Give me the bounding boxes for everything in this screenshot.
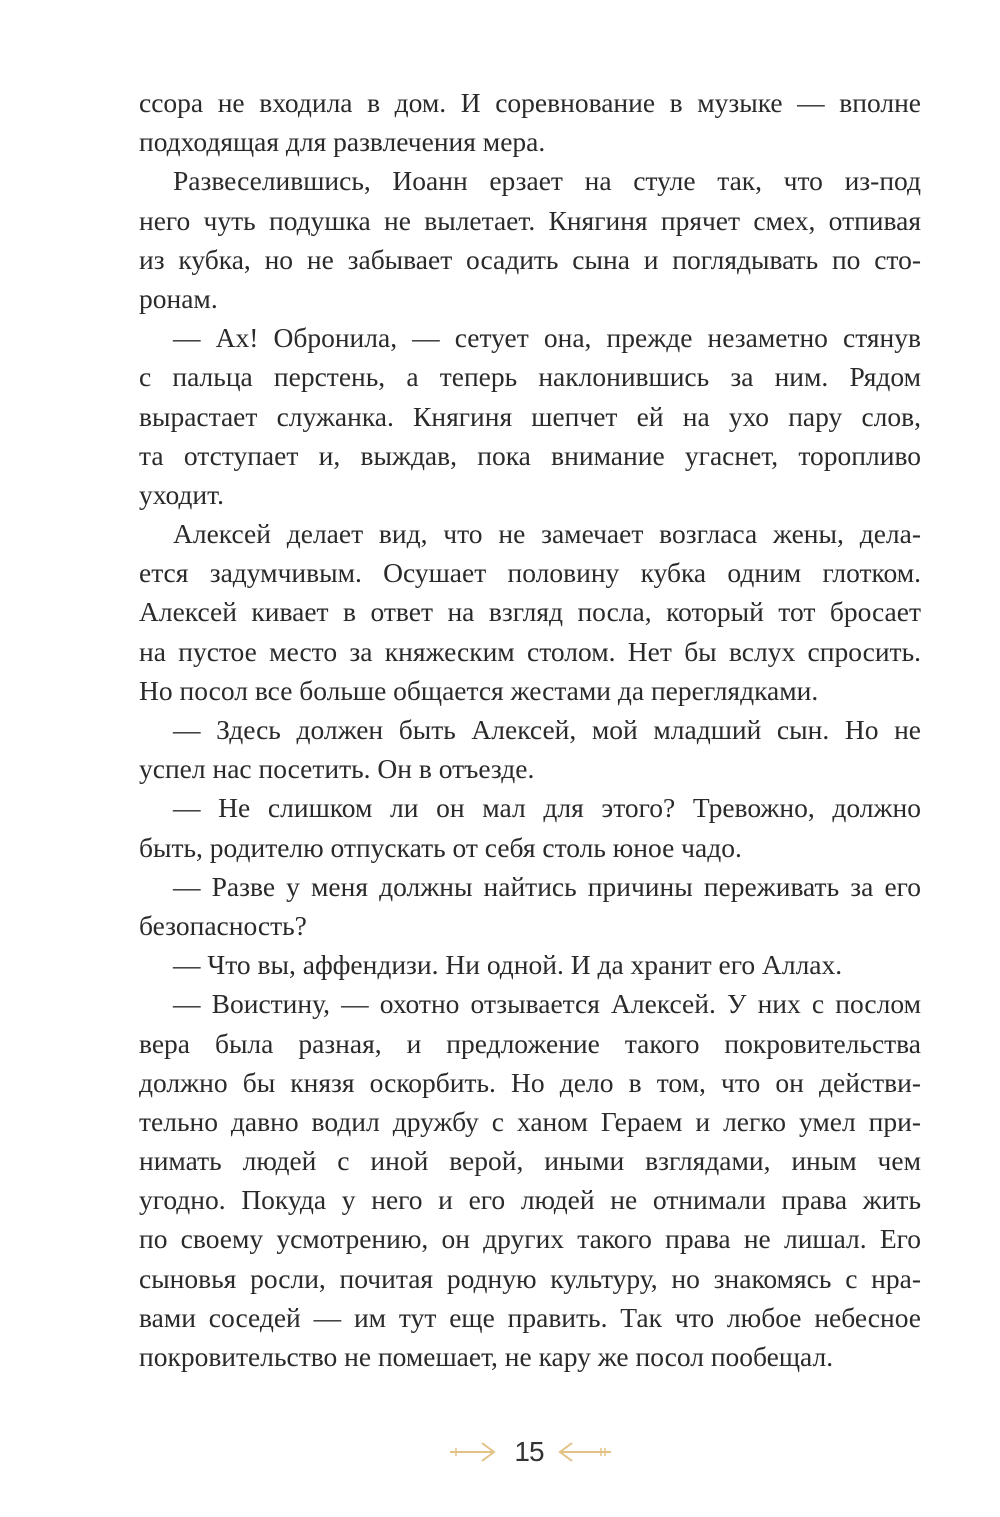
paragraph bbox=[139, 83, 921, 161]
text-line: по своему усмотрению, он других такого права не лишал. Его bbox=[139, 1223, 921, 1255]
text-line: ется задумчивым. Осушает половину кубка одним глотком. bbox=[139, 557, 921, 589]
paragraph bbox=[139, 710, 921, 788]
arrow-right-ornament-icon bbox=[448, 1440, 498, 1469]
text-line: безопасность? bbox=[139, 909, 307, 941]
text-line: ссора не входила в дом. И соревнование в музыке — вполне bbox=[139, 87, 921, 118]
text-line: сыновья росли, почитая родную культуру, но знакомясь с нра- bbox=[139, 1262, 921, 1294]
text-line: — Здесь должен быть Алексей, мой младший сын. Но не bbox=[173, 714, 921, 745]
text-line: — Не слишком ли он мал для этого? Тревожно, должно bbox=[173, 792, 921, 824]
paragraph bbox=[139, 788, 921, 866]
text-line: на пустое место за княжеским столом. Нет бы вслух спросить. bbox=[139, 635, 921, 667]
text-line: Алексей делает вид, что не замечает возгласа жены, дела- bbox=[173, 518, 921, 550]
text-line: угодно. Покуда у него и его людей не отнимали права жить bbox=[139, 1184, 921, 1216]
text-line: подходящая для развлечения мера. bbox=[139, 126, 546, 158]
text-line: — Что вы, аффендизи. Ни одной. И да хранит его Аллах. bbox=[173, 949, 843, 981]
text-line: нимать людей с иной верой, иными взглядами, иным чем bbox=[139, 1145, 921, 1177]
text-line: быть, родителю отпускать от себя столь юное чадо. bbox=[139, 831, 742, 863]
paragraph bbox=[139, 318, 921, 514]
text-line: покровительство не помешает, не кару же посол пообещал. bbox=[139, 1341, 834, 1372]
paragraph bbox=[139, 984, 921, 1376]
text-line: из кубка, но не забывает осадить сына и поглядывать по сто- bbox=[139, 243, 921, 275]
paragraph bbox=[139, 945, 921, 984]
text-line: — Ах! Обронила, — сетует она, прежде незаметно стянув bbox=[173, 322, 921, 354]
text-line: Алексей кивает в ответ на взгляд посла, который тот бросает bbox=[139, 596, 921, 628]
paragraph bbox=[139, 161, 921, 318]
text-line: — Разве у меня должны найтись причины переживать за его bbox=[173, 870, 921, 902]
book-page-text bbox=[139, 83, 921, 1376]
text-line: Но посол все больше общается жестами да переглядками. bbox=[139, 674, 819, 706]
text-line: та отступает и, выждав, пока внимание угаснет, торопливо bbox=[139, 439, 921, 471]
text-line: — Воистину, — охотно отзывается Алексей. У них с послом bbox=[173, 988, 921, 1020]
text-line: Развеселившись, Иоанн ерзает на стуле так, что из-под bbox=[173, 165, 921, 197]
page-number: 15 bbox=[514, 1436, 544, 1467]
page-footer bbox=[0, 1432, 1000, 1472]
arrow-left-ornament-icon bbox=[557, 1440, 613, 1469]
text-line: тельно давно водил дружбу с ханом Гераем и легко умел при- bbox=[139, 1105, 921, 1137]
text-line: вырастает служанка. Княгиня шепчет ей на ухо пару слов, bbox=[139, 400, 921, 432]
text-line: должно бы князя оскорбить. Но дело в том, что он действи- bbox=[139, 1066, 921, 1098]
text-line: него чуть подушка не вылетает. Княгиня прячет смех, отпивая bbox=[139, 204, 921, 236]
text-line: вами соседей — им тут еще править. Так что любое небесное bbox=[139, 1301, 921, 1333]
text-line: уходит. bbox=[139, 478, 224, 510]
text-line: успел нас посетить. Он в отъезде. bbox=[139, 753, 535, 785]
text-line: с пальца перстень, а теперь наклонившись за ним. Рядом bbox=[139, 361, 921, 393]
paragraph bbox=[139, 514, 921, 710]
text-line: вера была разная, и предложение такого покровительства bbox=[139, 1027, 921, 1059]
text-line: ронам. bbox=[139, 282, 218, 314]
paragraph bbox=[139, 867, 921, 945]
